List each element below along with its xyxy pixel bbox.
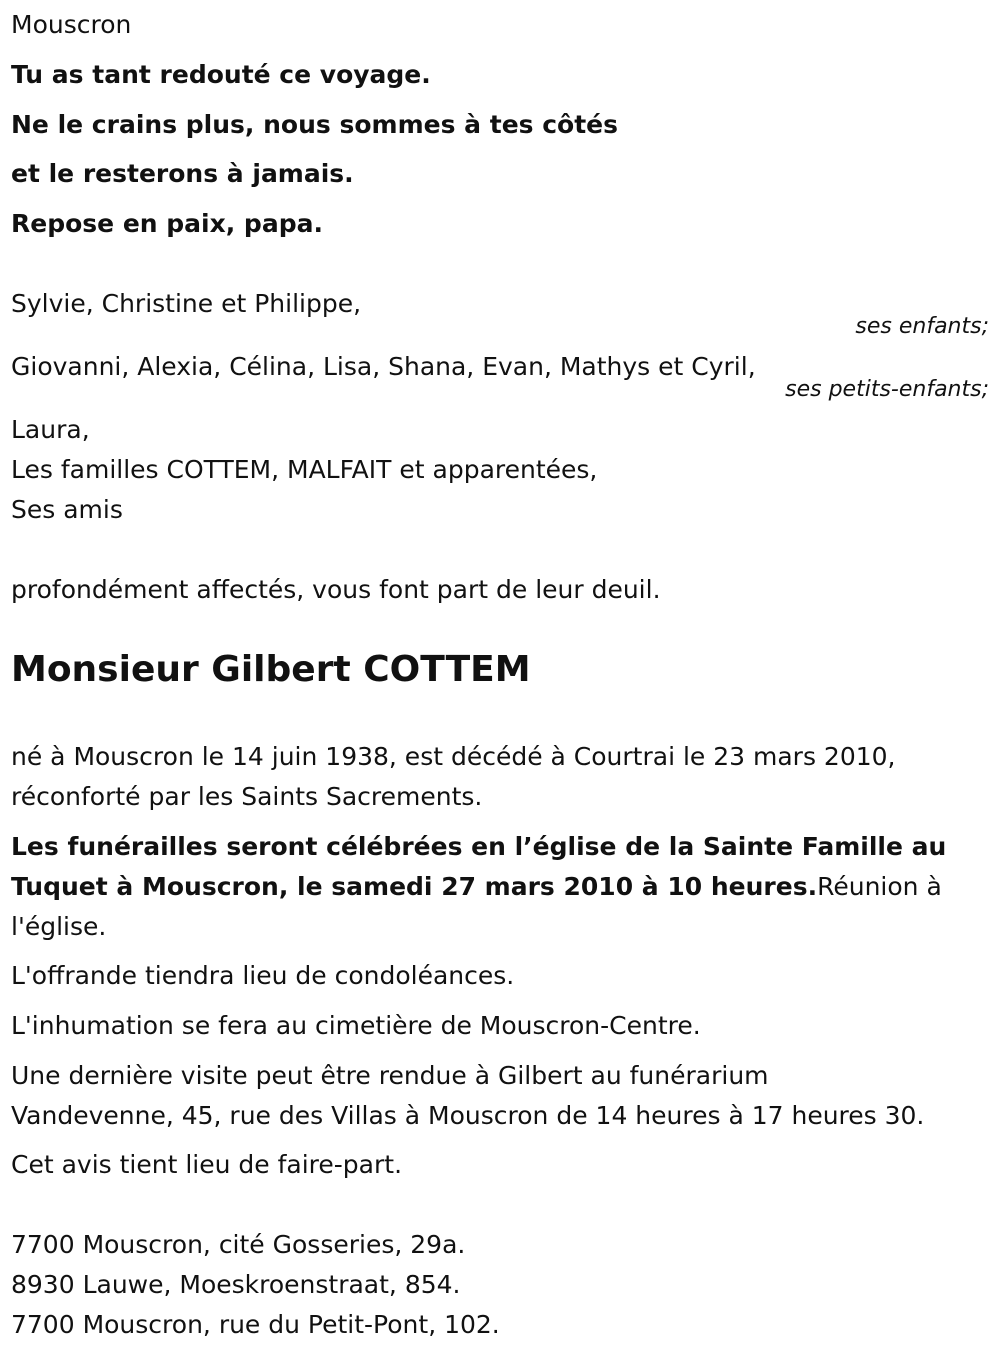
birth-death-line-1: né à Mouscron le 14 juin 1938, est décédé à Courtrai le 23 mars 2010,	[11, 742, 896, 771]
funeral-line-1: Les funérailles seront célébrées en l’église de la Sainte Famille au	[11, 832, 947, 861]
funeral-line-2-rest: Réunion à	[817, 872, 942, 901]
address-1: 7700 Mouscron, cité Gosseries, 29a.	[11, 1230, 466, 1259]
offering-text: L'offrande tiendra lieu de condoléances.	[11, 961, 515, 990]
visit-line-1: Une dernière visite peut être rendue à Gilbert au funérarium	[11, 1061, 769, 1090]
poem-line-4: Repose en paix, papa.	[11, 209, 323, 238]
burial-text: L'inhumation se fera au cimetière de Mouscron-Centre.	[11, 1011, 701, 1040]
visit-line-2: Vandevenne, 45, rue des Villas à Mouscron de 14 heures à 17 heures 30.	[11, 1101, 925, 1130]
deceased-name: Monsieur Gilbert COTTEM	[11, 649, 531, 690]
address-3: 7700 Mouscron, rue du Petit-Pont, 102.	[11, 1310, 500, 1339]
poem-line-2: Ne le crains plus, nous sommes à tes côtés	[11, 110, 619, 139]
announcement: profondément affectés, vous font part de leur deuil.	[11, 575, 661, 604]
funeral-line-2-bold: Tuquet à Mouscron, le samedi 27 mars 2010 à 10 heures.	[11, 872, 818, 901]
family-other-2: Les familles COTTEM, MALFAIT et apparentées,	[11, 455, 598, 484]
funeral-line-2	[11, 872, 942, 902]
family-grandchildren-role: ses petits-enfants;	[785, 377, 989, 402]
funeral-line-3: l'église.	[11, 912, 107, 941]
address-2: 8930 Lauwe, Moeskroenstraat, 854.	[11, 1270, 461, 1299]
family-children-role: ses enfants;	[855, 314, 989, 339]
poem-line-1: Tu as tant redouté ce voyage.	[11, 60, 431, 89]
notice-text: Cet avis tient lieu de faire-part.	[11, 1150, 403, 1179]
family-other-1: Laura,	[11, 415, 90, 444]
family-children: Sylvie, Christine et Philippe,	[11, 289, 362, 318]
poem-line-3: et le resterons à jamais.	[11, 159, 354, 188]
header-city: Mouscron	[11, 10, 132, 39]
birth-death-line-2: réconforté par les Saints Sacrements.	[11, 782, 483, 811]
family-grandchildren: Giovanni, Alexia, Célina, Lisa, Shana, Evan, Mathys et Cyril,	[11, 352, 756, 381]
family-other-3: Ses amis	[11, 495, 123, 524]
